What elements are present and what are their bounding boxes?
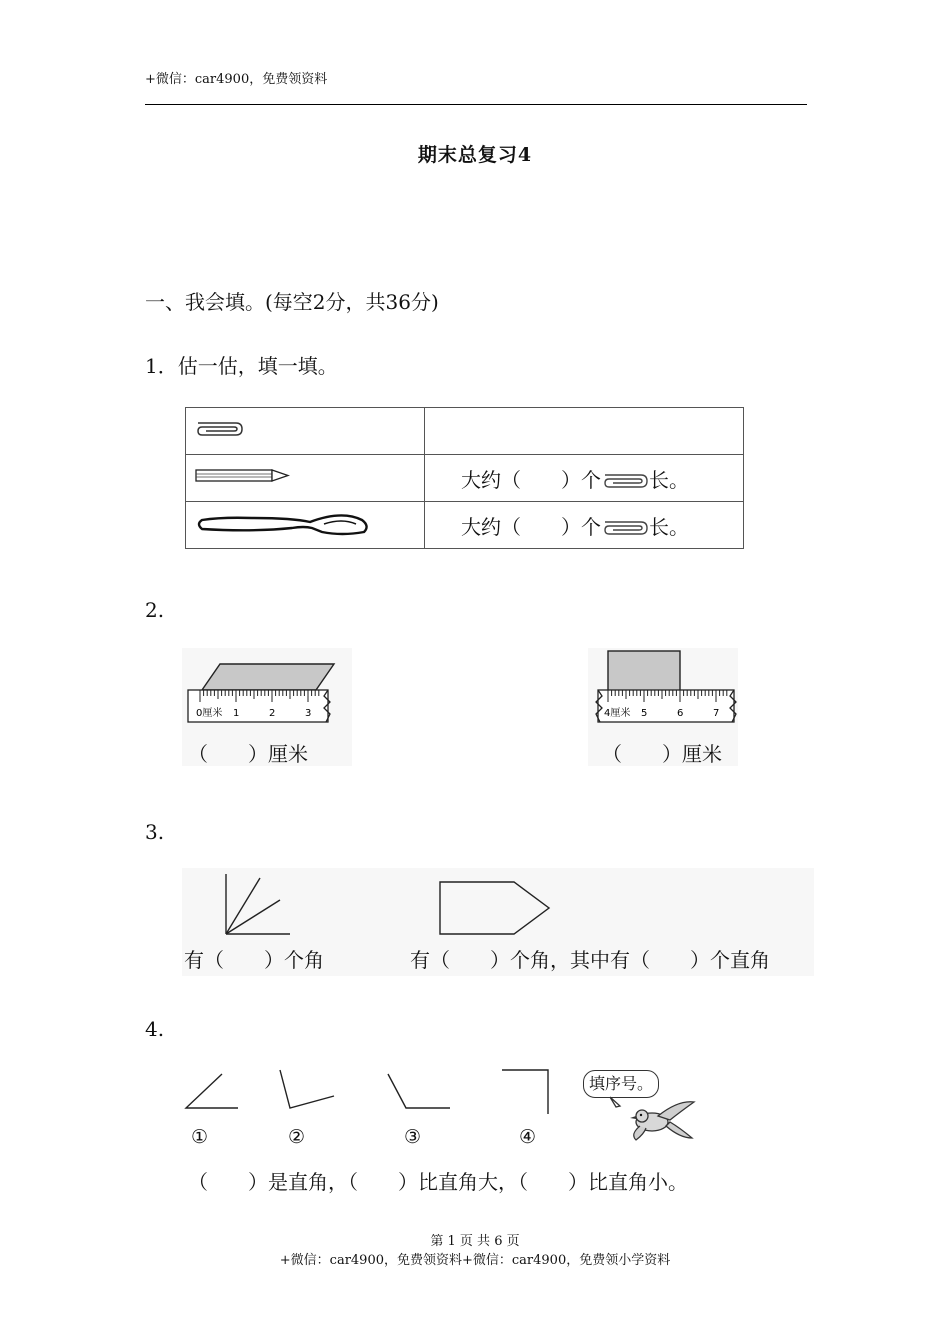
ruler-1-tick-label-0: 0厘米 [196,708,223,719]
ruler-1-tick-label-2: 2 [269,708,276,719]
angle-choices-drawing [182,1062,562,1120]
hint-bubble: 填序号。 [583,1070,659,1098]
question-2-label: 2. [145,598,165,622]
question-1-label: 1．估一估，填一填。 [145,354,338,378]
knife-cell [186,502,425,549]
table-row [186,408,744,455]
ruler-1-answer: （ ）厘米 [188,742,308,766]
question-3-label: 3. [145,820,165,844]
paperclip-icon [601,517,649,539]
pencil-estimate-text: 大约（ ）个 [461,467,601,492]
ruler-2-tick-label-0: 4厘米 [604,708,631,719]
ruler-2-answer: （ ）厘米 [602,742,722,766]
header-divider [145,104,807,105]
choice-number-4: ④ [519,1126,537,1148]
pencil-cell [186,455,425,502]
ruler-2-tick-label-1: 5 [641,708,648,719]
footer-note: +微信：car4900，免费领资料+微信：car4900，免费领小学资料 [279,1253,671,1268]
knife-estimate-text: 大约（ ）个 [461,514,601,539]
choice-number-1: ① [191,1126,209,1148]
ruler-1-drawing [182,648,352,728]
angles-answer-1: 有（ ）个角 [184,948,324,972]
section-heading: 一、我会填。(每空2分，共36分) [145,290,439,314]
angles-drawing [182,868,814,938]
angles-answer-2: 有（ ）个角，其中有（ ）个直角 [410,948,770,972]
knife-icon [192,506,377,540]
paperclip-icon [601,470,649,492]
ruler-figure-1 [182,648,352,766]
pencil-estimate-suffix: 长。 [649,467,689,492]
paperclip-cell [186,408,425,455]
ruler-2-tick-label-3: 7 [713,708,720,719]
angles-figure [182,868,814,976]
question-4-label: 4. [145,1017,165,1041]
ruler-2-tick-label-2: 6 [677,708,684,719]
table-row [186,455,744,502]
choice-number-2: ② [288,1126,306,1148]
knife-estimate-suffix: 长。 [649,514,689,539]
choice-number-3: ③ [404,1126,422,1148]
page-number: 第 1 页 共 6 页 [430,1234,520,1249]
ruler-2-drawing [588,648,738,728]
table-row [186,502,744,549]
ruler-1-tick-label-1: 1 [233,708,240,719]
angle-classification-answer: （ ）是直角，（ ）比直角大，（ ）比直角小。 [188,1170,688,1194]
ruler-figure-2 [588,648,738,766]
estimate-table [185,407,744,549]
paperclip-icon [192,417,244,441]
ruler-1-tick-label-3: 3 [305,708,312,719]
pencil-icon [192,466,292,486]
bird-icon [600,1094,700,1154]
page-title: 期末总复习4 [417,144,533,166]
header-note: +微信：car4900，免费领资料 [145,72,328,87]
